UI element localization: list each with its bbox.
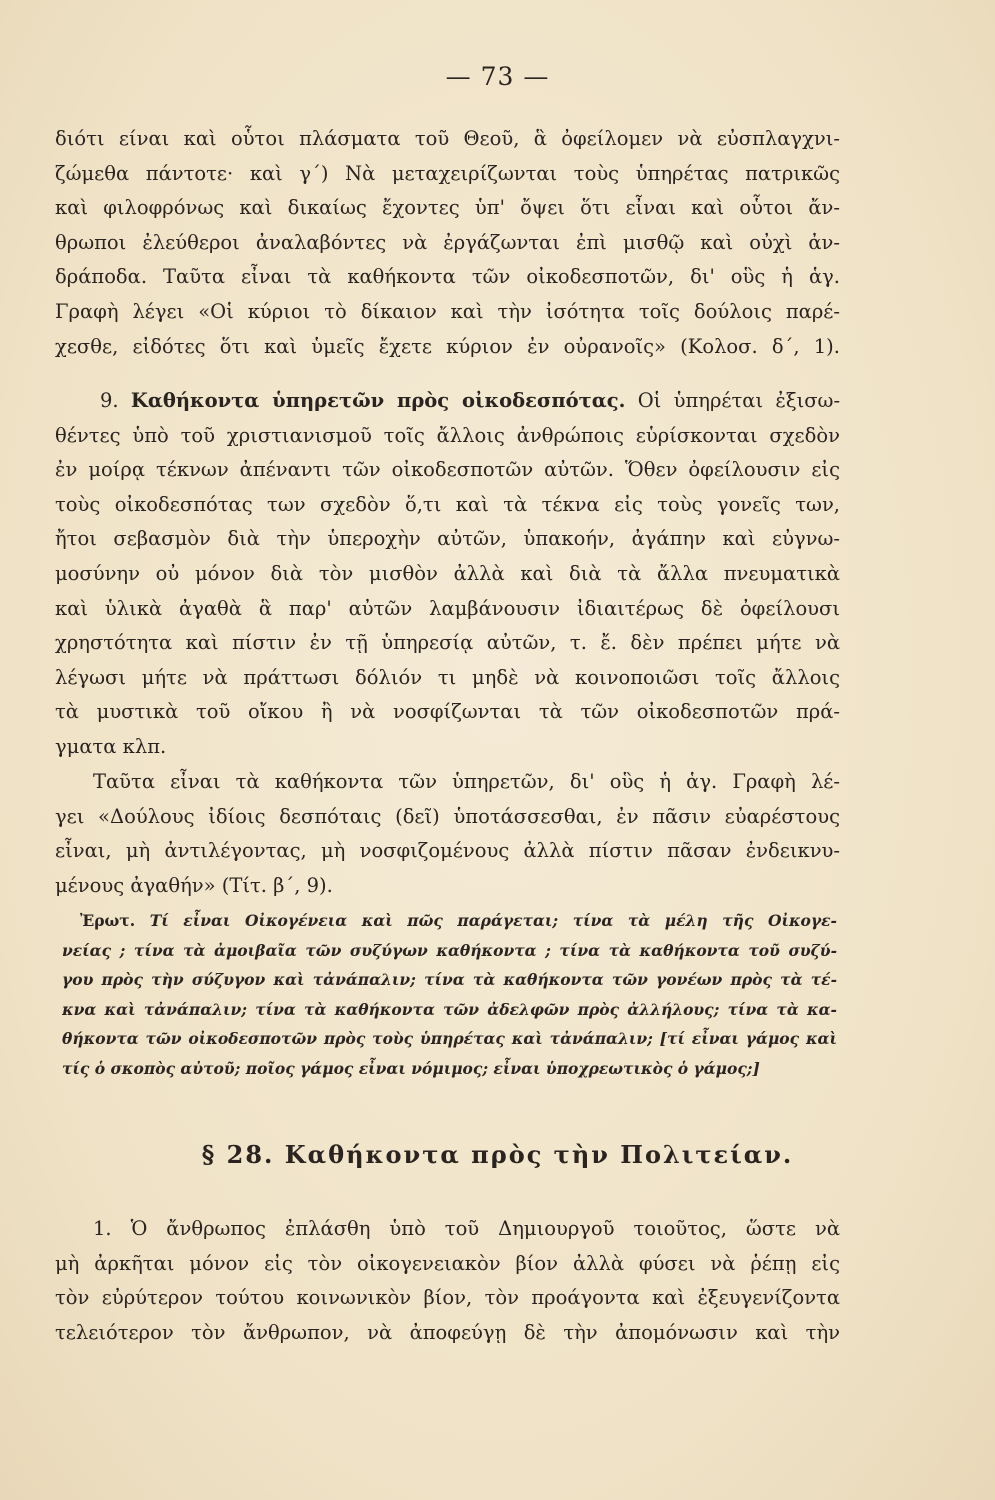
text-line: τοὺς οἰκοδεσπότας των σχεδὸν ὅ,τι καὶ τὰ τέκνα εἰς τοὺς γονεῖς των, (55, 492, 840, 516)
section-9-heading: Καθήκοντα ὑπηρετῶν πρὸς οἰκοδεσπότας. (130, 389, 626, 412)
text-line: 1. Ὁ ἄνθρωπος ἐπλάσθη ὑπὸ τοῦ Δημιουργοῦ τοιοῦτος, ὥστε νὰ (93, 1217, 840, 1240)
section-28-text (55, 1212, 840, 1350)
question-line: νείας ; τίνα τὰ ἀμοιβαῖα τῶν συζύγων καθήκοντα ; τίνα τὰ καθήκοντα τοῦ συζύ- (62, 940, 837, 960)
section-9-number: 9. (100, 389, 119, 412)
section-9 (55, 384, 840, 765)
page-number: — 73 — (445, 62, 550, 91)
closing-paragraph (55, 765, 840, 903)
text-line: μένους ἀγαθήν» (Τίτ. β΄, 9). (55, 873, 333, 897)
question-text: Τί εἶναι Οἰκογένεια καὶ πῶς παράγεται; τίνα τὰ μέλη τῆς Οἰκογε- (149, 911, 837, 930)
text-line: τὰ μυστικὰ τοῦ οἴκου ἢ νὰ νοσφίζωνται τὰ τῶν οἰκοδεσποτῶν πρά- (55, 700, 840, 724)
text-line: λέγωσι μήτε νὰ πράττωσι δόλιόν τι μηδὲ νὰ κοινοποιῶσι τοῖς ἄλλοις (55, 665, 840, 689)
text-line: διότι είναι καὶ οὗτοι πλάσματα τοῦ Θεοῦ, ἃ ὀφείλομεν νὰ εὐσπλαγχνι- (55, 127, 840, 150)
text-line: καὶ φιλοφρόνως καὶ δικαίως ἔχοντες ὑπ' ὄψει ὅτι εἶναι καὶ οὗτοι ἄν- (55, 196, 840, 220)
text-line: θέντες ὑπὸ τοῦ χριστιανισμοῦ τοῖς ἄλλοις ἀνθρώποις εὑρίσκονται σχεδὸν (55, 423, 840, 447)
text-line: θρωποι ἐλεύθεροι ἀναλαβόντες νὰ ἐργάζωνται ἐπὶ μισθῷ καὶ οὐχὶ ἀν- (55, 230, 840, 254)
text-line: Γραφὴ λέγει «Οἱ κύριοι τὸ δίκαιον καὶ τὴν ἰσότητα τοῖς δούλοις παρέ- (55, 299, 840, 323)
section-9-first-line (55, 384, 840, 419)
section-28-heading: § 28. Καθήκοντα πρὸς τὴν Πολιτείαν. (201, 1140, 794, 1169)
text-line: χεσθε, εἰδότες ὅτι καὶ ὑμεῖς ἔχετε κύριον ἐν οὐρανοῖς» (Κολοσ. δ΄, 1). (55, 334, 840, 358)
question-line: θήκοντα τῶν οἰκοδεσποτῶν πρὸς τοὺς ὑπηρέτας καὶ τἀνάπαλιν; [τί εἶναι γάμος καὶ (62, 1029, 837, 1049)
text-line: γματα κλπ. (55, 734, 167, 758)
text-line: Ταῦτα εἶναι τὰ καθήκοντα τῶν ὑπηρετῶν, δι' οὓς ἡ ἁγ. Γραφὴ λέ- (93, 770, 840, 793)
text-line: τὸν εὐρύτερον τούτου κοινωνικὸν βίον, τὸν προάγοντα καὶ ἐξευγενίζοντα (55, 1286, 840, 1310)
text-line: εἶναι, μὴ ἀντιλέγοντας, μὴ νοσφιζομένους ἀλλὰ πίστιν πᾶσαν ἐνδεικνυ- (55, 839, 840, 863)
section-9-first-line-rest: Οἱ ὑπηρέται ἐξισω- (637, 389, 840, 412)
question-line (62, 906, 837, 936)
text-line: καὶ ὑλικὰ ἀγαθὰ ἃ παρ' αὐτῶν λαμβάνουσιν ἰδιαιτέρως δὲ ὀφείλουσι (55, 596, 840, 620)
text-line: χρηστότητα καὶ πίστιν ἐν τῇ ὑπηρεσίᾳ αὐτῶν, τ. ἔ. δὲν πρέπει μήτε νὰ (55, 631, 840, 655)
text-line: ἐν μοίρᾳ τέκνων ἀπέναντι τῶν οἰκοδεσποτῶν αὐτῶν. Ὅθεν ὀφείλουσιν εἰς (55, 458, 840, 482)
text-line: ἤτοι σεβασμὸν διὰ τὴν ὑπεροχὴν αὐτῶν, ὑπακοήν, ἀγάπην καὶ εὐγνω- (55, 527, 840, 551)
text-line: δράποδα. Ταῦτα εἶναι τὰ καθήκοντα τῶν οἰκοδεσποτῶν, δι' οὓς ἡ ἁγ. (55, 265, 840, 289)
text-line: τελειότερον τὸν ἄνθρωπον, νὰ ἀποφεύγῃ δὲ τὴν ἀπομόνωσιν καὶ τὴν (55, 1320, 840, 1344)
text-line: μοσύνην οὐ μόνον διὰ τὸν μισθὸν ἀλλὰ καὶ διὰ τὰ ἄλλα πνευματικὰ (55, 561, 840, 585)
question-line: γου πρὸς τὴν σύζυγον καὶ τἀνάπαλιν; τίνα τὰ καθήκοντα τῶν γονέων πρὸς τὰ τέ- (62, 970, 837, 990)
questions-label: Ἐρωτ. (80, 911, 136, 930)
text-line: γει «Δούλους ἰδίοις δεσπόταις (δεῖ) ὑποτάσσεσθαι, ἐν πᾶσιν εὐαρέστους (55, 804, 840, 828)
question-line: κνα καὶ τἀνάπαλιν; τίνα τὰ καθήκοντα τῶν ἀδελφῶν πρὸς ἀλλήλους; τίνα τὰ κα- (62, 999, 837, 1019)
paragraph-continuation (55, 122, 840, 364)
text-line: ζώμεθα πάντοτε· καὶ γ΄) Νὰ μεταχειρίζωνται τοὺς ὑπηρέτας πατρικῶς (55, 161, 840, 185)
question-line: τίς ὁ σκοπὸς αὐτοῦ; ποῖος γάμος εἶναι νόμιμος; εἶναι ὑποχρεωτικὸς ὁ γάμος;] (62, 1058, 760, 1078)
review-questions (62, 906, 837, 1084)
text-line: μὴ ἀρκῆται μόνον εἰς τὸν οἰκογενειακὸν βίον ἀλλὰ φύσει νὰ ῥέπῃ εἰς (55, 1251, 840, 1275)
